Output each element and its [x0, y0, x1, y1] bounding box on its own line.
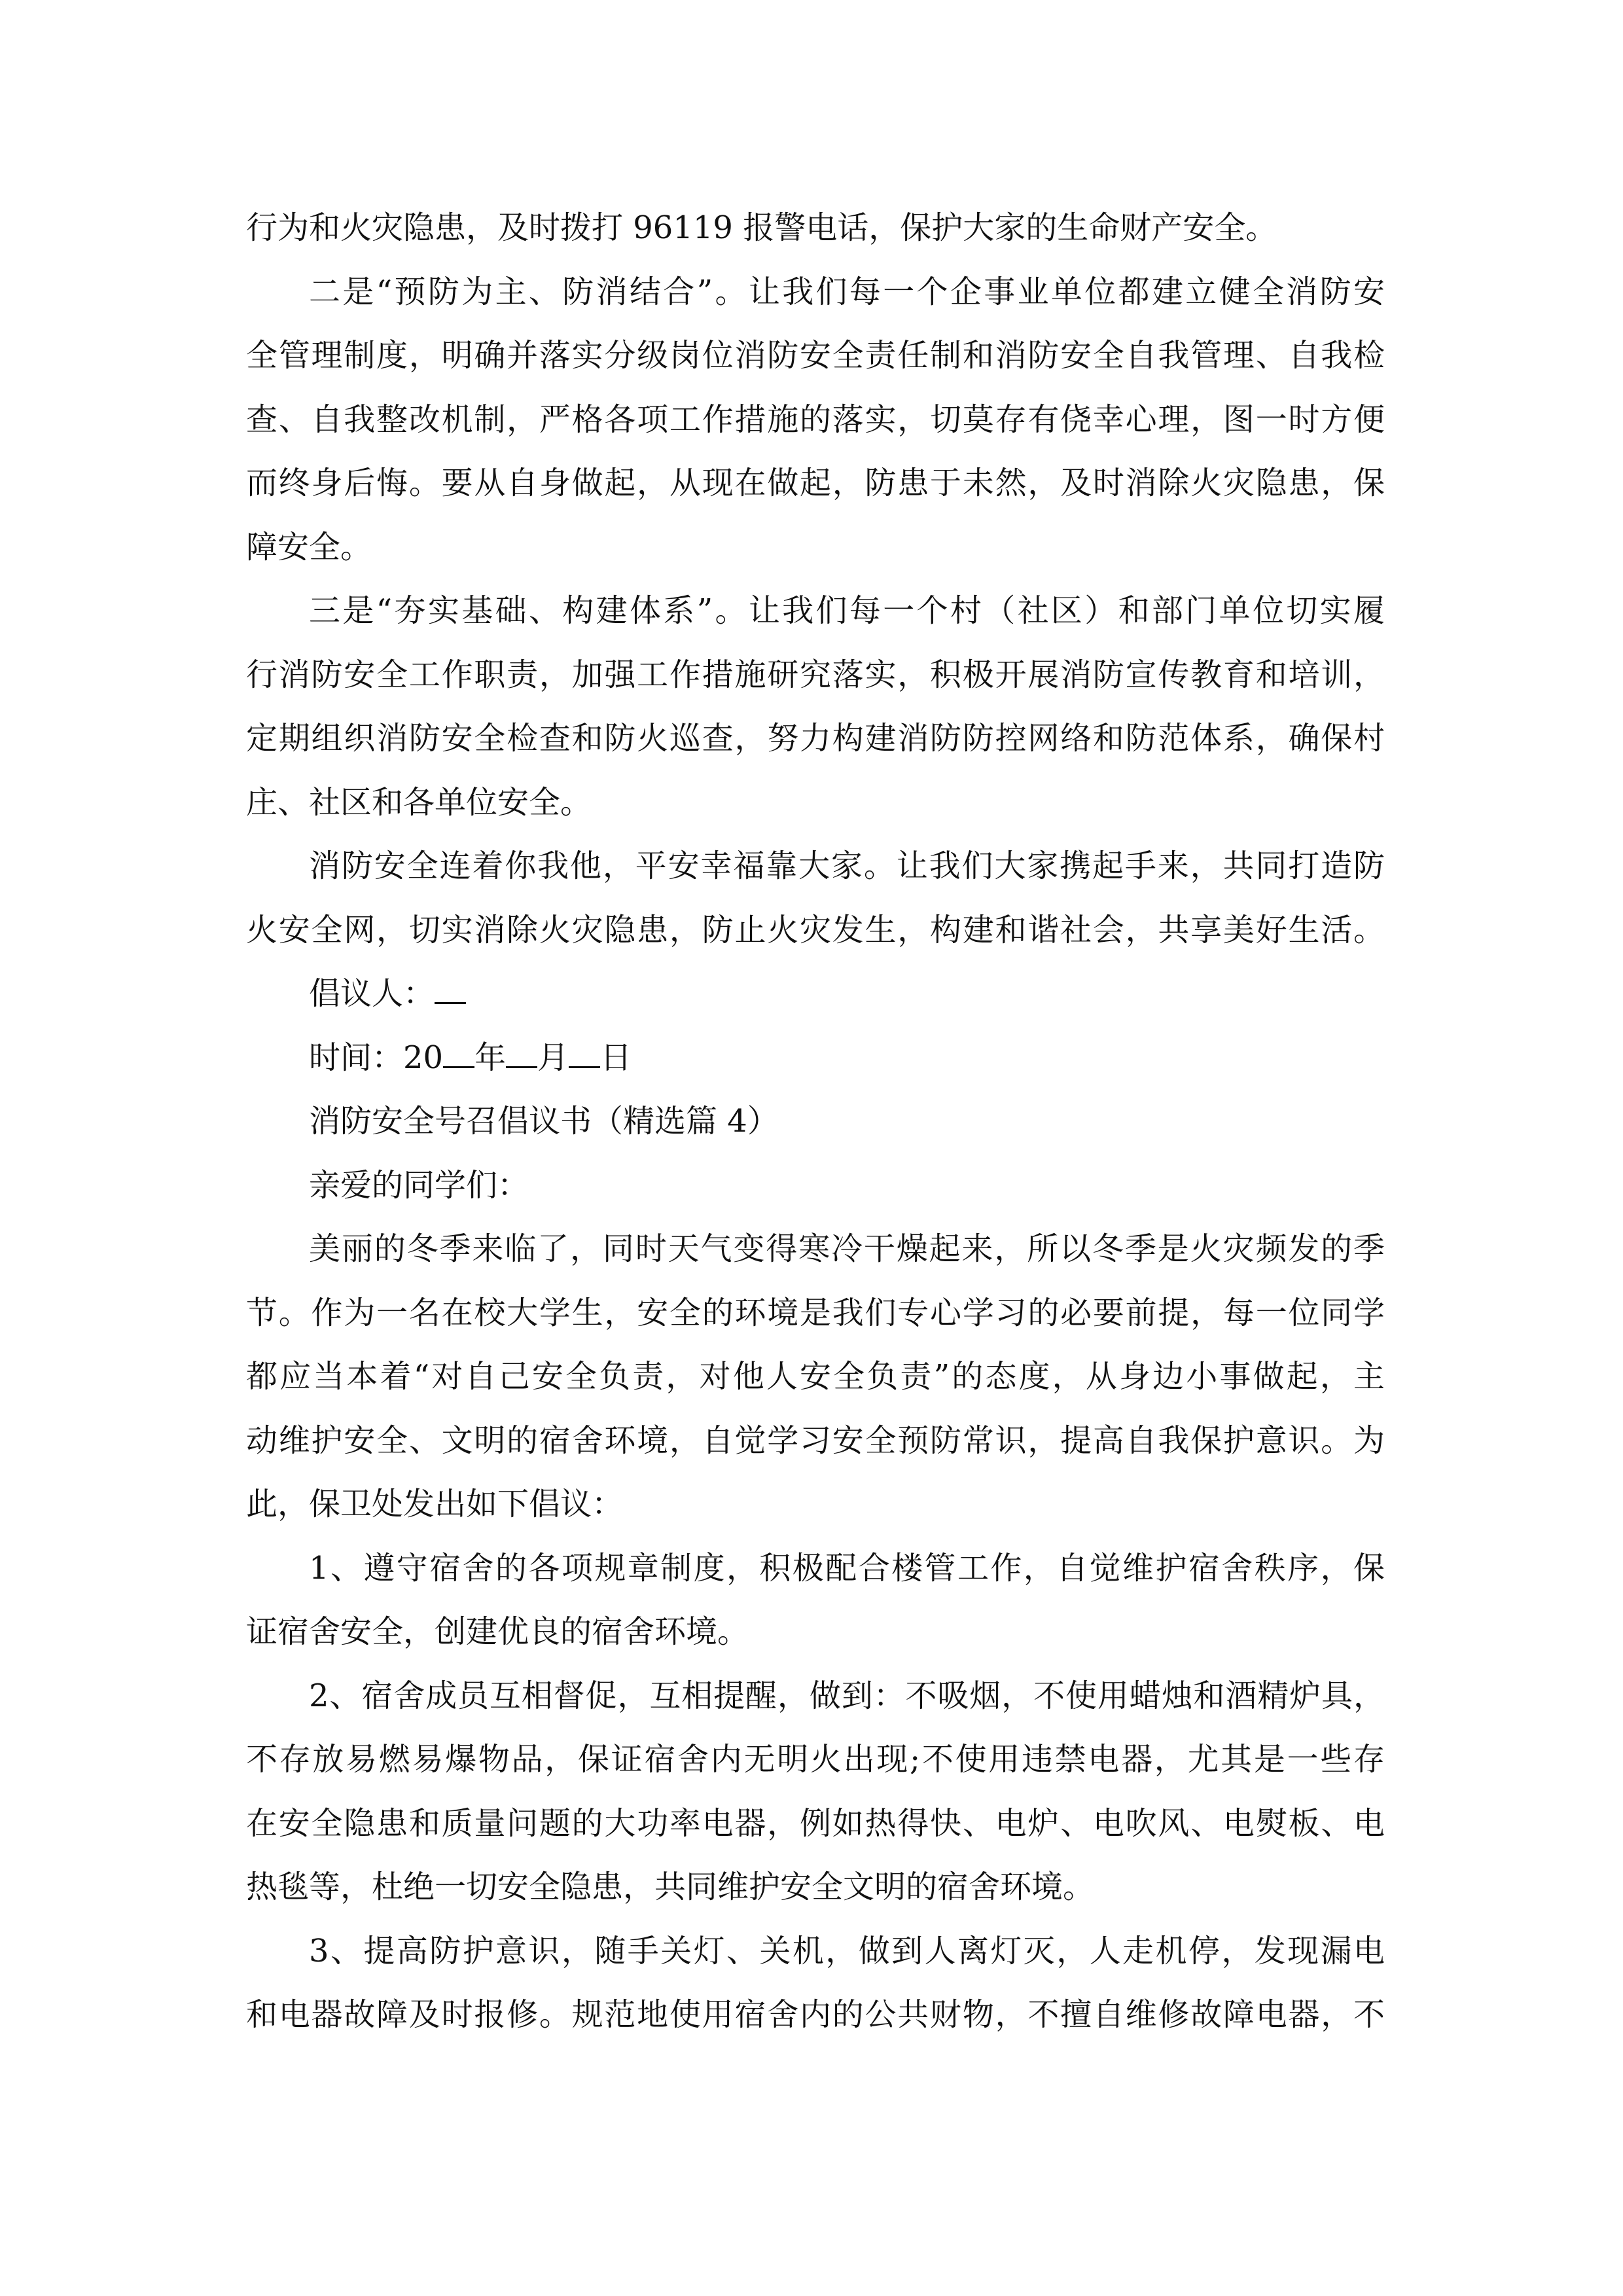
month-unit: 月	[537, 1039, 569, 1076]
year-blank	[443, 1040, 474, 1068]
body-line: 庄、社区和各单位安全。	[246, 783, 592, 821]
body-line: 二是“预防为主、防消结合”。让我们每一个企事业单位都建立健全消防安	[309, 273, 1385, 310]
body-line: 热毯等，杜绝一切安全隐患，共同维护安全文明的宿舍环境。	[246, 1869, 1095, 1905]
body-line: 证宿舍安全，创建优良的宿舍环境。	[246, 1613, 749, 1650]
body-line: 火安全网，切实消除火灾隐患，防止火灾发生，构建和谐社会，共享美好生活。	[246, 911, 1385, 948]
body-line: 查、自我整改机制，严格各项工作措施的落实，切莫存有侥幸心理，图一时方便	[246, 401, 1385, 438]
initiator-line	[246, 962, 1385, 1026]
body-line: 节。作为一名在校大学生，安全的环境是我们专心学习的必要前提，每一位同学	[246, 1294, 1385, 1331]
body-line: 都应当本着“对自己安全负责，对他人安全负责”的态度，从身边小事做起，主	[246, 1358, 1385, 1395]
document-page	[246, 196, 1385, 2047]
initiator-blank	[435, 976, 466, 1004]
body-line: 定期组织消防安全检查和防火巡查，努力构建消防防控网络和防范体系，确保村	[246, 720, 1385, 757]
body-line: 障安全。	[246, 528, 372, 565]
body-line: 美丽的冬季来临了，同时天气变得寒冷干燥起来，所以冬季是火灾频发的季	[309, 1230, 1385, 1267]
body-line: 动维护安全、文明的宿舍环境，自觉学习安全预防常识，提高自我保护意识。为	[246, 1422, 1385, 1459]
body-line: 1、遵守宿舍的各项规章制度，积极配合楼管工作，自觉维护宿舍秩序，保	[309, 1549, 1385, 1587]
time-line	[246, 1026, 1385, 1090]
body-line: 不存放易燃易爆物品，保证宿舍内无明火出现;不使用违禁电器，尤其是一些存	[246, 1741, 1385, 1778]
body-line: 三是“夯实基础、构建体系”。让我们每一个村（社区）和部门单位切实履	[309, 592, 1385, 629]
section-title: 消防安全号召倡议书（精选篇 4）	[309, 1103, 779, 1139]
body-line: 2、宿舍成员互相督促，互相提醒，做到：不吸烟，不使用蜡烛和酒精炉具，	[309, 1677, 1385, 1714]
body-line: 此，保卫处发出如下倡议：	[246, 1486, 624, 1522]
day-unit: 日	[600, 1039, 632, 1076]
body-line: 而终身后悔。要从自身做起，从现在做起，防患于未然，及时消除火灾隐患，保	[246, 465, 1385, 501]
greeting: 亲爱的同学们：	[309, 1166, 529, 1204]
body-line: 3、提高防护意识，随手关灯、关机，做到人离灯灭，人走机停，发现漏电	[309, 1932, 1385, 1969]
body-line: 行消防安全工作职责，加强工作措施研究落实，积极开展消防宣传教育和培训，	[246, 656, 1385, 693]
body-line: 在安全隐患和质量问题的大功率电器，例如热得快、电炉、电吹风、电熨板、电	[246, 1804, 1385, 1842]
body-line: 全管理制度，明确并落实分级岗位消防安全责任制和消防安全自我管理、自我检	[246, 337, 1385, 374]
day-blank	[569, 1040, 600, 1068]
initiator-label: 倡议人：	[309, 975, 435, 1012]
year-unit: 年	[474, 1039, 507, 1076]
year-prefix: 20	[403, 1039, 444, 1076]
time-label: 时间：	[309, 1039, 404, 1076]
body-line: 消防安全连着你我他，平安幸福靠大家。让我们大家携起手来，共同打造防	[309, 848, 1385, 884]
body-line: 和电器故障及时报修。规范地使用宿舍内的公共财物，不擅自维修故障电器，不	[246, 1996, 1385, 2033]
body-line: 行为和火灾隐患，及时拨打 96119 报警电话，保护大家的生命财产安全。	[246, 209, 1277, 246]
month-blank	[506, 1040, 537, 1068]
